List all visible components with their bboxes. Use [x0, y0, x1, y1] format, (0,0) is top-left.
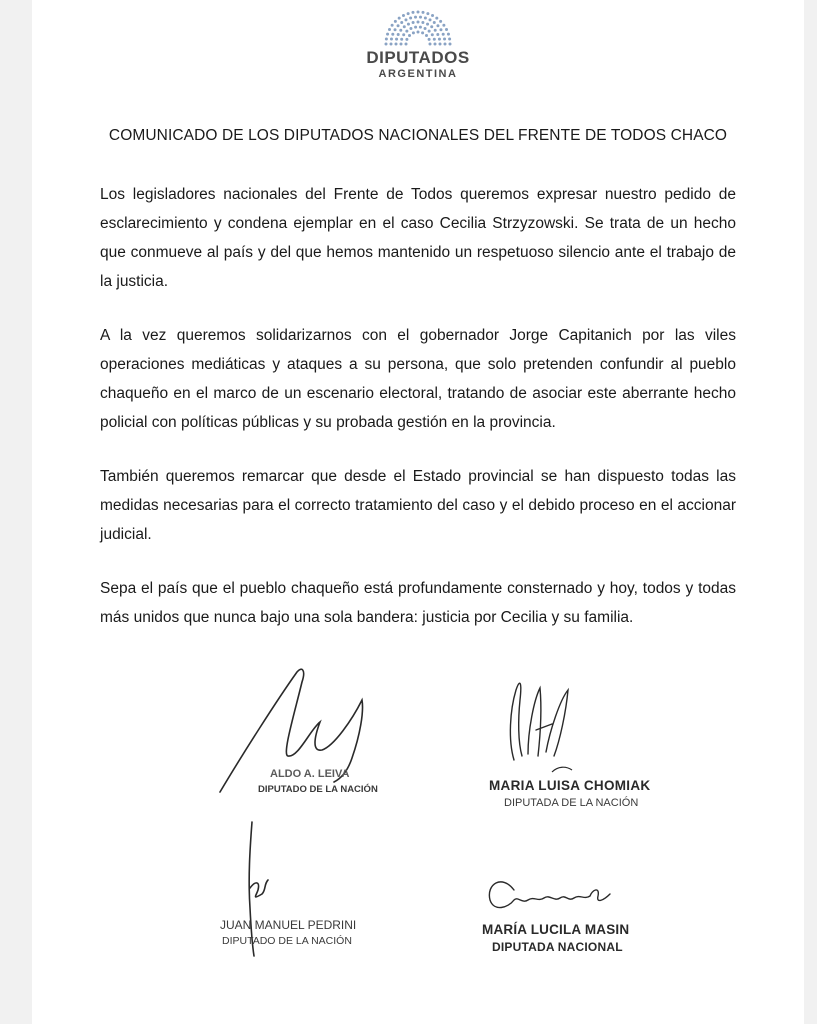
signature-block-chomiak [442, 660, 672, 820]
paragraph-3: También queremos remarcar que desde el Estado provincial se han dispuesto todas las medidas necesarias para el correcto tratamiento del caso y el debido proceso en el accionar judicial. [100, 468, 736, 543]
signature-block-leiva [202, 660, 432, 810]
paragraph-1: Los legisladores nacionales del Frente de Todos queremos expresar nuestro pedido de esclarecimiento y condena ejemplar en el caso Cecilia Strzyzowski. Se trata de un hecho que conmueve al país y del que hemos mantenido un respetuoso silencio ante el trabajo de la justicia. [100, 186, 736, 290]
signatory-role: DIPUTADO DE LA NACIÓN [222, 935, 352, 947]
signatory-role: DIPUTADA DE LA NACIÓN [504, 797, 639, 809]
document-page [32, 0, 804, 1024]
document-body [100, 180, 736, 657]
signatory-name: MARÍA LUCILA MASIN [482, 922, 630, 937]
paragraph-2: A la vez queremos solidarizarnos con el gobernador Jorge Capitanich por las viles operaciones mediáticas y ataques a su persona, que solo pretenden confundir al pueblo chaqueño en el marco de un escenario electoral, tratando de asociar este aberrante hecho policial con políticas públicas y su probada gestión en la provincia. [100, 327, 736, 431]
handwritten-signature [442, 660, 672, 820]
signature-block-masin [442, 860, 682, 970]
document-title: COMUNICADO DE LOS DIPUTADOS NACIONALES DEL FRENTE DE TODOS CHACO [108, 127, 728, 144]
signatory-name: JUAN MANUEL PEDRINI [220, 918, 357, 932]
signatory-role: DIPUTADO DE LA NACIÓN [258, 784, 378, 795]
signatory-name: ALDO A. LEIVA [270, 768, 350, 780]
chamber-semicircle-icon [373, 6, 463, 46]
paragraph-4: Sepa el país que el pueblo chaqueño está profundamente consternado y hoy, todos y todas más unidos que nunca bajo una sola bandera: justicia por Cecilia y su familia. [100, 580, 736, 626]
logo-org-name: DIPUTADOS [366, 48, 470, 67]
signature-block-pedrini [182, 818, 422, 958]
diputados-logo [32, 6, 804, 80]
signatory-role: DIPUTADA NACIONAL [492, 940, 623, 954]
logo-org-country: ARGENTINA [378, 68, 458, 80]
signatory-name: MARIA LUISA CHOMIAK [489, 778, 651, 793]
